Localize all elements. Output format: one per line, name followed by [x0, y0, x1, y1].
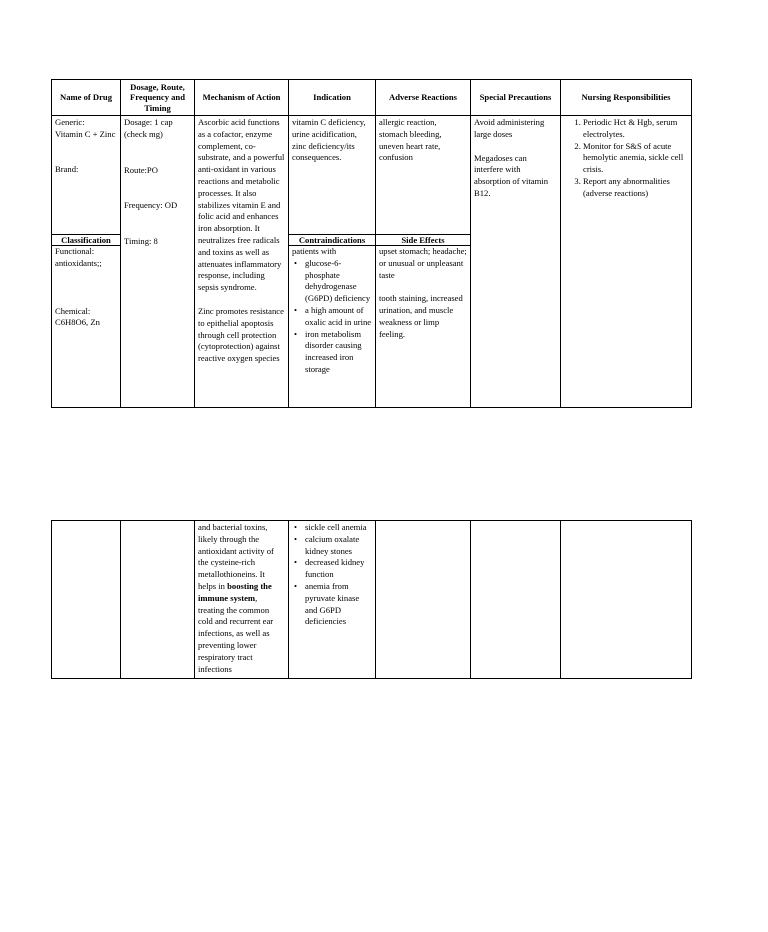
- header-mechanism: Mechanism of Action: [195, 80, 289, 116]
- contraindications-heading: Contraindications: [289, 234, 375, 246]
- cell-contraindications-cont: [289, 521, 376, 679]
- nursing-item: 1. Periodic Hct & Hgb, serum electrolytes.: [583, 117, 688, 141]
- mechanism-paragraph-1: Ascorbic acid functions as a cofactor, enzyme complement, co-substrate, and a powerful anti-oxidant in various reactions and metabolic processes. It also stabilizes vitamin E and folic acid and enhances iron absorption. It neutralizes free radicals and toxins as well as attenuates inflammatory response, including sepsis syndrome.: [198, 117, 285, 293]
- header-dosage: Dosage, Route, Frequency and Timing: [121, 80, 195, 116]
- contraindications-list: [292, 258, 372, 376]
- cell-mechanism: [195, 116, 289, 408]
- nursing-item: 3. Report any abnormalities (adverse reactions): [583, 176, 688, 200]
- header-nursing-responsibilities: Nursing Responsibilities: [561, 80, 692, 116]
- dosage-frequency: Frequency: OD: [124, 200, 178, 211]
- header-indication: Indication: [289, 80, 376, 116]
- adverse-text: allergic reaction, stomach bleeding, uneven heart rate, confusion: [379, 117, 442, 163]
- precautions-paragraph-2: Megadoses can interfere with absorption of vitamin B12.: [474, 152, 548, 198]
- contraindication-item: • decreased kidney function: [305, 557, 372, 581]
- cell-nursing-cont: [561, 521, 692, 679]
- generic-label: Generic:: [55, 117, 85, 127]
- contraindication-item: • anemia from pyruvate kinase and G6PD deficiencies: [305, 581, 372, 628]
- precautions-paragraph-1: Avoid administering large doses: [474, 117, 545, 139]
- cell-mechanism-cont: [195, 521, 289, 679]
- cell-adverse-reactions: [376, 116, 471, 408]
- drug-study-table: [51, 79, 692, 408]
- mechanism-paragraph-2: Zinc promotes resistance to epithelial apoptosis through cell protection (cytoprotection) against reactive oxygen species: [198, 305, 284, 364]
- cell-special-precautions: [471, 116, 561, 408]
- cell-name-of-drug: [52, 116, 121, 408]
- cell-adverse-cont: [376, 521, 471, 679]
- drug-study-table-continued: [51, 520, 692, 679]
- contraindications-intro: patients with: [292, 246, 337, 256]
- nursing-list: [564, 117, 688, 200]
- mechanism-cont-text-2: , treating the common cold and recurrent ear infections, as well as preventing lower respiratory tract infections: [198, 592, 274, 674]
- contraindication-item: • sickle cell anemia: [305, 522, 372, 534]
- drug-row: [52, 116, 692, 408]
- side-effects-paragraph-1: upset stomach; headache; or unusual or unpleasant taste: [379, 246, 467, 280]
- cell-indication: [289, 116, 376, 408]
- side-effects-paragraph-2: tooth staining, increased urination, and muscle weakness or limp feeling.: [379, 293, 463, 339]
- header-special-precautions: Special Precautions: [471, 80, 561, 116]
- cell-precautions-cont: [471, 521, 561, 679]
- chemical-class: Chemical: C6H8O6, Zn: [55, 305, 100, 328]
- mechanism-cont-text: and bacterial toxins, likely through the antioxidant activity of the cysteine-rich metallothioneins. It helps in: [198, 522, 274, 591]
- dosage-timing: Timing: 8: [124, 236, 158, 247]
- drug-row-continued: [52, 521, 692, 679]
- cell-dosage: [121, 116, 195, 408]
- cell-nursing-responsibilities: [561, 116, 692, 408]
- header-adverse-reactions: Adverse Reactions: [376, 80, 471, 116]
- cell-dosage-cont: [121, 521, 195, 679]
- contraindication-item: • calcium oxalate kidney stones: [305, 534, 372, 558]
- header-name-of-drug: Name of Drug: [52, 80, 121, 116]
- side-effects-heading: Side Effects: [376, 234, 470, 246]
- nursing-item: 2. Monitor for S&S of acute hemolytic anemia, sickle cell crisis.: [583, 141, 688, 176]
- indication-text: vitamin C deficiency, urine acidification, zinc deficiency/its consequences.: [292, 117, 366, 163]
- generic-value: Vitamin C + Zinc: [55, 128, 116, 139]
- dosage-dose: Dosage: 1 cap (check mg): [124, 117, 173, 139]
- contraindications-list-cont: [292, 522, 372, 628]
- contraindication-item: • glucose-6-phosphate dehydrogenase (G6PD) deficiency: [305, 258, 372, 305]
- dosage-route: Route:PO: [124, 164, 158, 175]
- cell-name-of-drug-cont: [52, 521, 121, 679]
- functional-class: Functional: antioxidants;;: [55, 246, 102, 268]
- header-row: [52, 80, 692, 116]
- mechanism-cont-bold: boosting the immune system: [198, 580, 272, 603]
- contraindication-item: • iron metabolism disorder causing increased iron storage: [305, 329, 372, 376]
- contraindication-item: • a high amount of oxalic acid in urine: [305, 305, 372, 329]
- classification-heading: Classification: [52, 234, 120, 246]
- brand-label: Brand:: [55, 163, 79, 174]
